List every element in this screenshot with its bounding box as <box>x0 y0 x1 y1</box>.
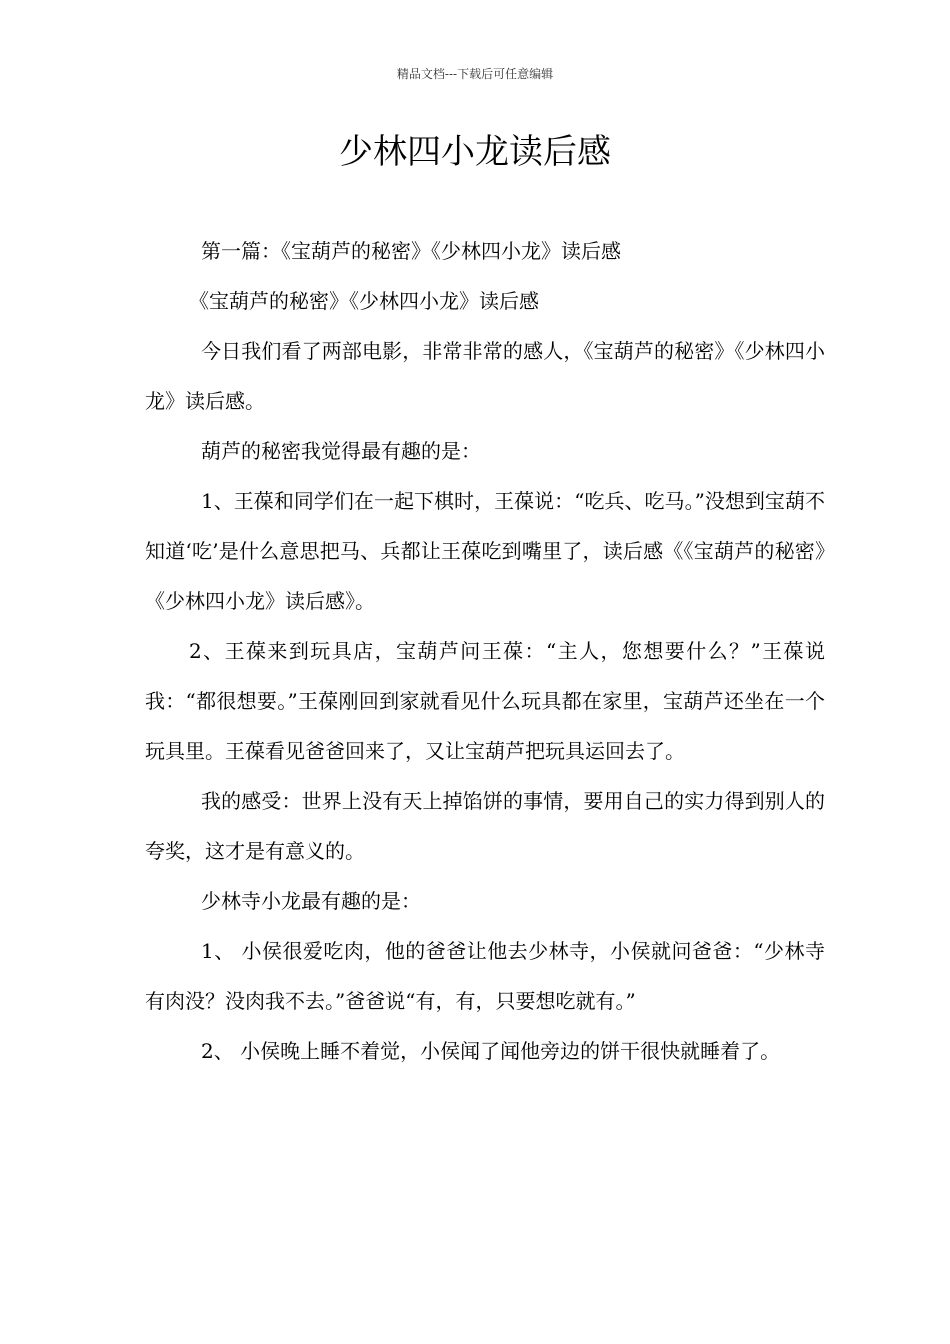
paragraph-list-item: 1、王葆和同学们在一起下棋时，王葆说：“吃兵、吃马。”没想到宝葫不知道‘吃’是什么意思把马、兵都让王葆吃到嘴里了，读后感《《宝葫芦的秘密》《少林四小龙》读后感》。 <box>145 489 825 613</box>
document-title: 少林四小龙读后感 <box>339 132 611 172</box>
paragraph-list-item: 1、 小侯很爱吃肉，他的爸爸让他去少林寺，小侯就问爸爸：“少林寺有肉没？没肉我不去。”爸爸说“有，有，只要想吃就有。” <box>145 939 825 1013</box>
paragraph: 少林寺小龙最有趣的是： <box>201 889 421 913</box>
paragraph-list-item: 2、王葆来到玩具店，宝葫芦问王葆：“主人，您想要什么？”王葆说我：“都很想要。”王葆刚回到家就看见什么玩具都在家里，宝葫芦还坐在一个玩具里。王葆看见爸爸回来了，又让宝葫芦把玩具运回去了。 <box>145 639 825 763</box>
paragraph: 我的感受：世界上没有天上掉馅饼的事情，要用自己的实力得到别人的夸奖，这才是有意义的。 <box>145 789 825 863</box>
paragraph-subtitle: 《宝葫芦的秘密》《少林四小龙》读后感 <box>189 289 539 313</box>
paragraph-section-heading: 第一篇：《宝葫芦的秘密》《少林四小龙》读后感 <box>201 239 621 263</box>
paragraph: 葫芦的秘密我觉得最有趣的是： <box>201 439 481 463</box>
paragraph-list-item: 2、 小侯晚上睡不着觉，小侯闻了闻他旁边的饼干很快就睡着了。 <box>201 1039 781 1063</box>
page-header: 精品文档---下载后可任意编辑 <box>396 67 554 81</box>
paragraph: 今日我们看了两部电影，非常非常的感人，《宝葫芦的秘密》《少林四小龙》读后感。 <box>145 339 825 413</box>
document-body <box>145 226 825 1076</box>
